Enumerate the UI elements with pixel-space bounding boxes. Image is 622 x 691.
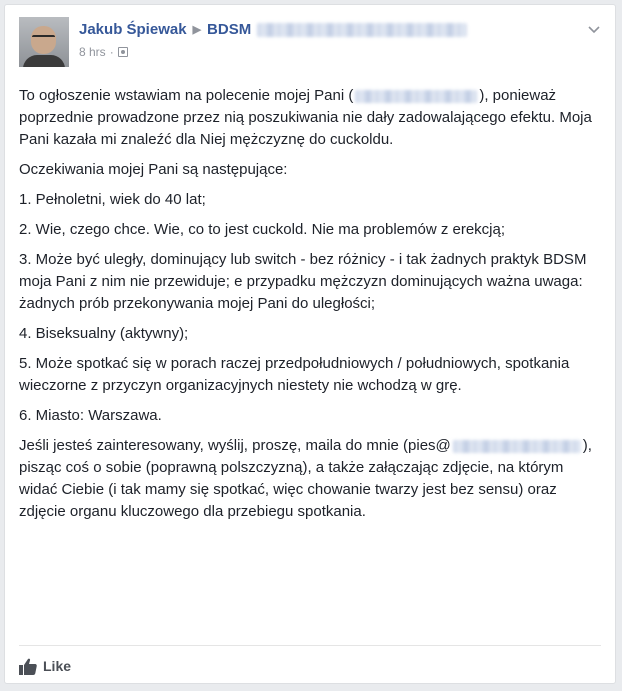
post-body xyxy=(19,85,603,531)
meta-separator: · xyxy=(109,45,114,59)
like-label: Like xyxy=(43,658,72,674)
timestamp-link[interactable]: 8 hrs xyxy=(79,45,106,59)
post-paragraph: 2. Wie, czego chce. Wie, co to jest cuckold. Nie ma problemów z erekcją; xyxy=(19,221,506,238)
actions-divider xyxy=(19,645,601,646)
post-paragraph: To ogłoszenie wstawiam na polecenie mojej Pani ( ), ponieważ poprzednie prowadzone przez nią poszukiwania nie dały zadowalającego efektu. Moja Pani kazała mi znaleźć dla Niej mężczyznę do cuckoldu. xyxy=(19,87,592,148)
post-meta xyxy=(79,45,128,59)
post-paragraph: Oczekiwania mojej Pani są następujące: xyxy=(19,161,288,178)
like-button[interactable] xyxy=(19,655,71,677)
post-header xyxy=(19,17,601,67)
right-triangle-icon: ▶ xyxy=(192,24,202,36)
redacted-group-name xyxy=(257,23,467,37)
avatar[interactable] xyxy=(19,17,69,67)
redacted-email xyxy=(453,440,581,453)
post-paragraph: 1. Pełnoletni, wiek do 40 lat; xyxy=(19,191,206,208)
post-paragraph: 6. Miasto: Warszawa. xyxy=(19,407,162,424)
post-paragraph: 4. Biseksualny (aktywny); xyxy=(19,325,189,342)
group-audience-icon[interactable] xyxy=(118,47,128,57)
post-paragraph: 3. Może być uległy, dominujący lub switch - bez różnicy - i tak żadnych praktyk BDSM moja Pani z nim nie przewiduje; e przypadku mężczyzn dominujących ważna uwaga: żadnych prób przekonywania mojej Pani do uległości; xyxy=(19,251,587,312)
post-paragraph: Jeśli jesteś zainteresowany, wyślij, proszę, maila do mnie (pies@ ), pisząc coś o sobie (poprawną polszczyzną), a także załączając zdjęcie, na którym widać Ciebie (i tak mamy się spotkać, więc chowanie twarzy jest bez sensu) oraz zdjęcie organu kluczowego dla przebiegu spotkania. xyxy=(19,437,592,520)
author-name-link[interactable]: Jakub Śpiewak xyxy=(79,21,187,38)
post-paragraph: 5. Może spotkać się w porach raczej przedpołudniowych / południowych, spotkania wieczorne z przyczyn organizacyjnych niestety nie wchodzą w grę. xyxy=(19,355,570,394)
author-line xyxy=(79,21,467,38)
redacted-text xyxy=(355,90,477,103)
post-card xyxy=(4,4,616,684)
group-name-link[interactable]: BDSM xyxy=(207,21,252,38)
chevron-down-icon[interactable] xyxy=(587,25,601,35)
thumbs-up-icon xyxy=(19,658,37,675)
